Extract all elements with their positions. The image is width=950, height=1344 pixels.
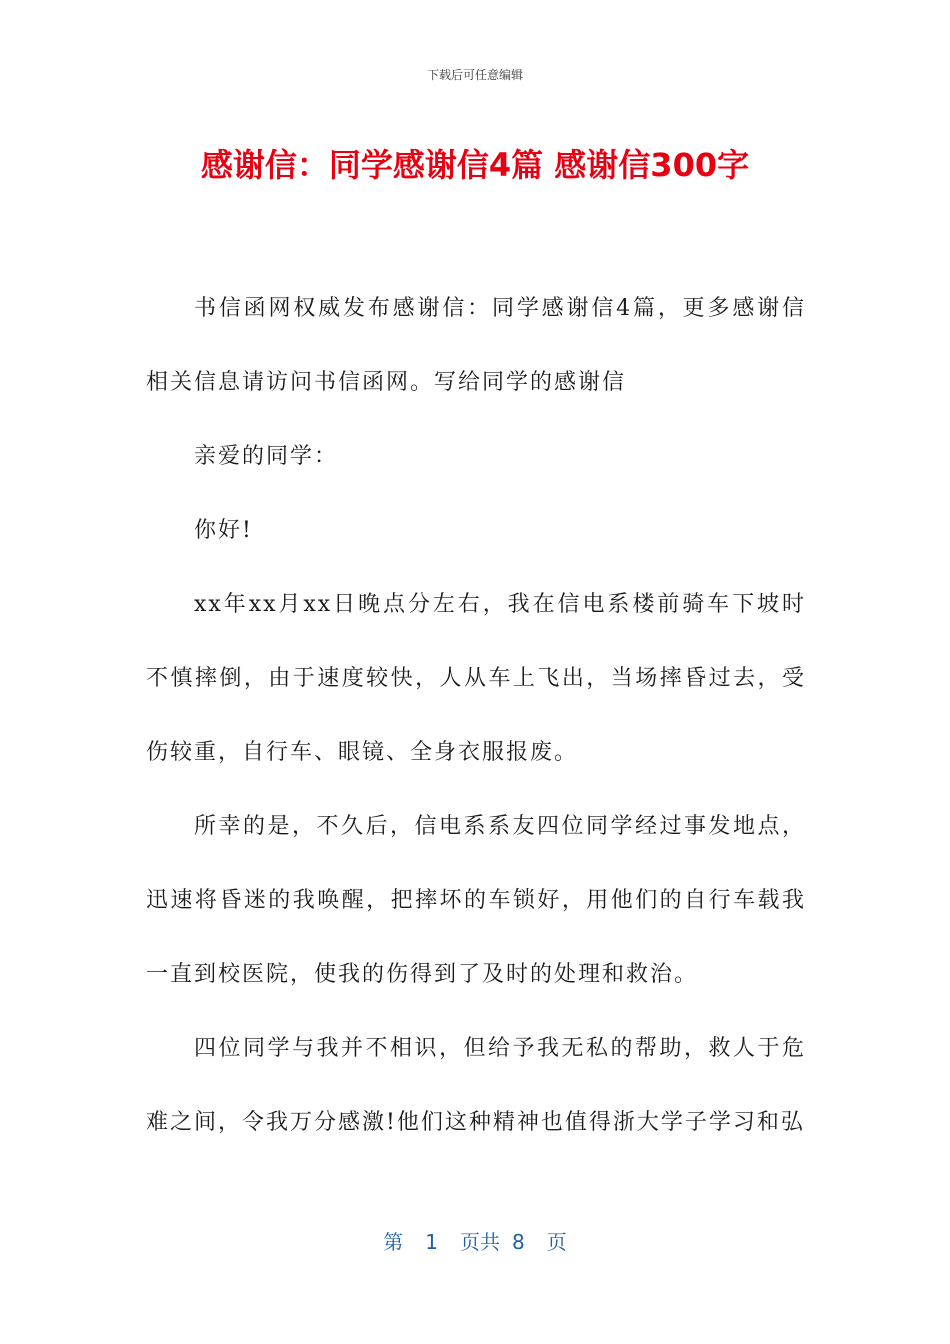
paragraph: 亲爱的同学： bbox=[194, 444, 339, 469]
total-pages-number: 8 bbox=[512, 1230, 525, 1254]
document-body bbox=[146, 272, 806, 1160]
paragraph: 所幸的是，不久后，信电系系友四位同学经过事发地点，迅速将昏迷的我唤醒，把摔坏的车锁好，用他们的自行车载我一直到校医院，使我的伤得到了及时的处理和救治。 bbox=[146, 814, 806, 987]
paragraph: 你好! bbox=[194, 518, 253, 543]
paragraph: 四位同学与我并不相识，但给予我无私的帮助，救人于危难之间，令我万分感激!他们这种精神也值得浙大学子学习和弘 bbox=[146, 1036, 806, 1135]
paragraph: xx年xx月xx日晚点分左右，我在信电系楼前骑车下坡时不慎摔倒，由于速度较快，人从车上飞出，当场摔昏过去，受伤较重，自行车、眼镜、全身衣服报废。 bbox=[146, 592, 806, 765]
page-footer bbox=[0, 1226, 950, 1255]
header-note: 下载后可任意编辑 bbox=[426, 68, 523, 82]
footer-suffix: 页 bbox=[546, 1230, 567, 1254]
footer-prefix: 第 bbox=[383, 1230, 404, 1254]
current-page-number: 1 bbox=[425, 1230, 438, 1254]
paragraph: 书信函网权威发布感谢信：同学感谢信4篇，更多感谢信相关信息请访问书信函网。写给同学的感谢信 bbox=[146, 296, 806, 395]
document-title: 感谢信：同学感谢信4篇 感谢信300字 bbox=[200, 146, 750, 184]
footer-middle: 页共 bbox=[460, 1230, 500, 1254]
